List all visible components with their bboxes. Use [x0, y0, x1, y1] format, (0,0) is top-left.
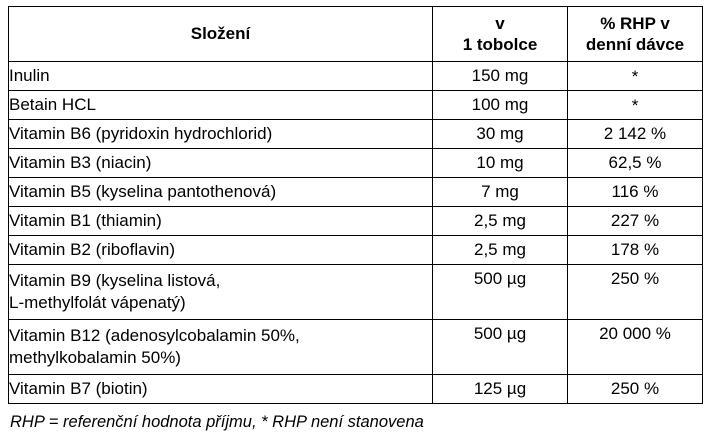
ingredient-name-line1: Vitamin B9 (kyselina listová,	[9, 270, 221, 290]
ingredient-dose: 2,5 mg	[433, 236, 568, 265]
ingredient-rhp: 178 %	[568, 236, 703, 265]
ingredient-name: Vitamin B2 (riboflavin)	[9, 236, 433, 265]
column-header-dose-line2: 1 tobolce	[462, 35, 538, 54]
column-header-rhp-line2: denní dávce	[585, 35, 685, 54]
ingredient-name: Vitamin B1 (thiamin)	[9, 207, 433, 236]
ingredient-name: Vitamin B3 (niacin)	[9, 149, 433, 178]
ingredient-rhp: *	[568, 91, 703, 120]
ingredient-name: Vitamin B7 (biotin)	[9, 375, 433, 404]
table-row	[9, 178, 703, 207]
column-header-rhp-line1: % RHP v	[600, 13, 670, 33]
table-row	[9, 91, 703, 120]
ingredient-dose: 150 mg	[433, 62, 568, 91]
ingredient-dose: 10 mg	[433, 149, 568, 178]
table-footnote: RHP = referenční hodnota příjmu, * RHP není stanovena	[10, 413, 424, 431]
table-row	[9, 207, 703, 236]
ingredient-rhp: 250 %	[568, 375, 703, 404]
ingredient-dose: 500 µg	[433, 265, 568, 320]
ingredient-name-line1: Vitamin B12 (adenosylcobalamin 50%,	[9, 325, 300, 345]
table-row	[9, 265, 703, 320]
table-row	[9, 120, 703, 149]
ingredient-dose: 500 µg	[433, 320, 568, 375]
ingredient-rhp: 250 %	[568, 265, 703, 320]
column-header-dose-line1: v	[495, 13, 505, 33]
table-row	[9, 320, 703, 375]
ingredient-name: Vitamin B6 (pyridoxin hydrochlorid)	[9, 120, 433, 149]
table-row	[9, 236, 703, 265]
table-row	[9, 62, 703, 91]
ingredient-rhp: 227 %	[568, 207, 703, 236]
column-header-ingredient: Složení	[9, 7, 433, 62]
ingredient-dose: 30 mg	[433, 120, 568, 149]
ingredient-name-line2: L-methylfolát vápenatý)	[9, 293, 186, 312]
table-row	[9, 375, 703, 404]
ingredient-dose: 125 µg	[433, 375, 568, 404]
ingredient-name	[9, 320, 433, 375]
ingredient-name-line2: methylkobalamin 50%)	[9, 348, 181, 367]
ingredient-name	[9, 265, 433, 320]
ingredient-name: Betain HCL	[9, 91, 433, 120]
ingredient-rhp: 20 000 %	[568, 320, 703, 375]
table-row	[9, 149, 703, 178]
ingredient-rhp: *	[568, 62, 703, 91]
column-header-rhp	[568, 7, 703, 62]
nutrition-facts-table	[8, 6, 703, 404]
ingredient-name: Vitamin B5 (kyselina pantothenová)	[9, 178, 433, 207]
ingredient-rhp: 2 142 %	[568, 120, 703, 149]
column-header-dose	[433, 7, 568, 62]
ingredient-rhp: 62,5 %	[568, 149, 703, 178]
table-header-row	[9, 7, 703, 62]
ingredient-dose: 100 mg	[433, 91, 568, 120]
ingredient-dose: 2,5 mg	[433, 207, 568, 236]
ingredient-name: Inulin	[9, 62, 433, 91]
ingredient-dose: 7 mg	[433, 178, 568, 207]
ingredient-rhp: 116 %	[568, 178, 703, 207]
